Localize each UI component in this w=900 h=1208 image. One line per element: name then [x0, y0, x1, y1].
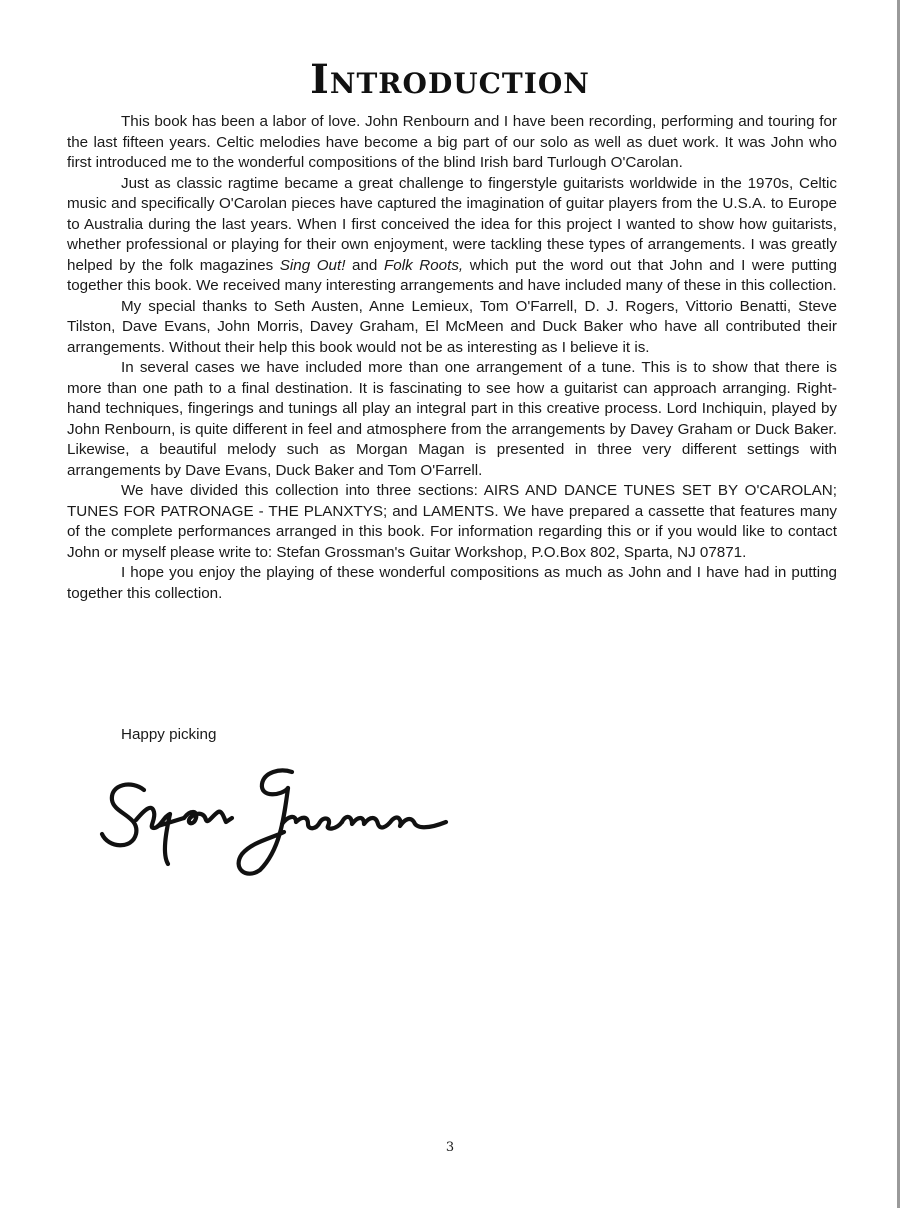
- text-run: This book has been a labor of love. John Renbourn and I have been recording, performing and touring for the last fifteen years. Celtic melodies have become a big part of our solo as well as duet work. It was John who first introduced me to the wonderful compositions of the blind Irish bard Turlough O'Carolan.: [67, 113, 837, 171]
- paragraph: [67, 112, 837, 174]
- page-number: 3: [445, 1140, 455, 1155]
- text-run: My special thanks to Seth Austen, Anne Lemieux, Tom O'Farrell, D. J. Rogers, Vittorio Benatti, Steve Tilston, Dave Evans, John Morris, Davey Graham, El McMeen and Duck Baker who have all contributed their arrangements. Without their help this book would not be as interesting as I believe it is.: [67, 297, 837, 356]
- page-title: Introduction: [310, 56, 590, 103]
- italic-text: Folk Roots,: [383, 256, 464, 274]
- text-run: and: [345, 256, 384, 274]
- closing-line: Happy picking: [121, 726, 217, 743]
- text-run: Just as classic ragtime became a great challenge to fingerstyle guitarists worldwide in the 1970s, Celtic music and specifically O'Carolan pieces have captured the imagination of guitar players from the U.S.A. to Europe to Australia during the last years. When I first conceived the idea for this project I wanted to show how guitarists, whether professional or playing for their own enjoyment, were tackling these types of arrangements. I was greatly helped by the folk magazines: [67, 174, 837, 274]
- text-run: I hope you enjoy the playing of these wonderful compositions as much as John and I have had in putting together this collection.: [67, 564, 837, 602]
- text-run: In several cases we have included more than one arrangement of a tune. This is to show that there is more than one path to a final destination. It is fascinating to see how a guitarist can approach arranging. Right-hand techniques, fingerings and tunings all play an integral part in this creative process. Lord Inchiquin, played by John Renbourn, is quite different in feel and atmosphere from the arrangements by Davey Graham or Duck Baker. Likewise, a beautiful melody such as Morgan Magan is presented in three very different settings with arrangements by Dave Evans, Duck Baker and Tom O'Farrell.: [67, 359, 837, 479]
- paragraph: [67, 481, 837, 563]
- paragraph: [67, 174, 837, 297]
- paragraph: [67, 563, 837, 604]
- signature-image: [96, 758, 456, 883]
- paragraph: [67, 297, 837, 359]
- italic-text: Sing Out!: [279, 256, 346, 274]
- text-run: which put the word out that John and I were putting together this book. We received many interesting arrangements and have included many of these in this collection.: [67, 256, 837, 294]
- text-run: We have divided this collection into three sections: AIRS AND DANCE TUNES SET BY O'CAROLAN; TUNES FOR PATRONAGE - THE PLANXTYS; and LAMENTS. We have prepared a cassette that features many of the complete performances arranged in this book. For information regarding this or if you would like to contact John or myself please write to: Stefan Grossman's Guitar Workshop, P.O.Box 802, Sparta, NJ 07871.: [67, 482, 837, 561]
- paragraph: [67, 358, 837, 481]
- body-text: [67, 112, 837, 604]
